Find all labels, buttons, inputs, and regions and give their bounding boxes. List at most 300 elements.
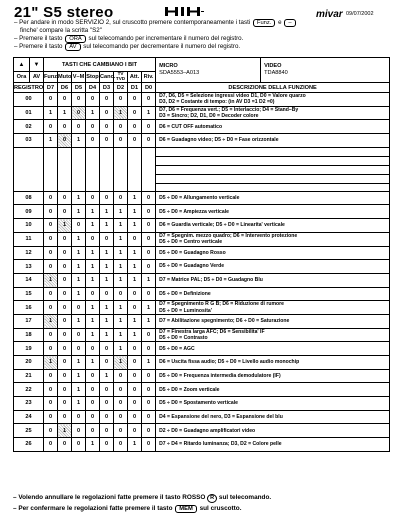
function-description (156, 328, 390, 342)
instruction-text: sul telecomando per incrementare il numero del registro. (88, 35, 244, 42)
bit-value: 0 (58, 134, 72, 148)
bit-value: 1 (128, 219, 142, 233)
bit-value: 0 (114, 93, 128, 107)
bit-name: D7 (44, 83, 58, 93)
bit-value: 1 (100, 219, 114, 233)
bit-name: D3 (100, 83, 114, 93)
description-line: D7 = Matrice PAL; D5 ÷ D0 = Guadagno Blu (159, 277, 263, 284)
register-number: 26 (14, 438, 44, 452)
bit-value: 0 (44, 205, 58, 219)
footer-text: sul telecomando. (218, 494, 272, 501)
bit-value: 0 (72, 424, 86, 438)
register-row (14, 232, 390, 246)
description-line: D6 = Guadagno video; D5 ÷ D0 = Fase orizzontale (159, 137, 279, 144)
register-number: 08 (14, 191, 44, 205)
minus-key: – (284, 19, 295, 27)
register-number: 24 (14, 410, 44, 424)
bit-value: 0 (44, 397, 58, 411)
bit-name: D2 (114, 83, 128, 93)
bit-value: 0 (142, 93, 156, 107)
register-row (14, 219, 390, 233)
bit-value: 0 (142, 397, 156, 411)
bit-name: D1 (128, 83, 142, 93)
bit-value: 0 (86, 120, 100, 134)
register-number: 17 (14, 314, 44, 328)
bit-value: 0 (114, 369, 128, 383)
register-row (14, 301, 390, 315)
bit-value: 1 (44, 314, 58, 328)
bit-value: 1 (72, 260, 86, 274)
bit-value: 1 (114, 273, 128, 287)
bit-value: 0 (128, 134, 142, 148)
description-line: D4 = Espansione del nero, D3 = Espansione del blu (159, 413, 283, 420)
description-line: D5 ÷ D0 = Zoom verticale (159, 386, 220, 393)
description-line: D7 = Abilitazione spegnimento; D6 ÷ D0 = Saturazione (159, 318, 290, 325)
register-number: 22 (14, 383, 44, 397)
bit-value: 1 (128, 205, 142, 219)
register-number: 09 (14, 205, 44, 219)
description-line: D3 = Sincro; D2, D1, D0 = Decoder colore (159, 113, 259, 120)
bit-value: 0 (142, 219, 156, 233)
register-number: 10 (14, 219, 44, 233)
bit-value: 1 (142, 356, 156, 370)
bit-value: 0 (128, 383, 142, 397)
bit-value: 0 (100, 410, 114, 424)
bit-value: 1 (86, 356, 100, 370)
bit-value: 0 (100, 397, 114, 411)
bit-value: 0 (128, 232, 142, 246)
bit-value: 0 (72, 410, 86, 424)
bit-value: 1 (100, 328, 114, 342)
bit-value: 0 (58, 438, 72, 452)
function-description (156, 438, 390, 452)
document-date: 09/07/2002 (346, 11, 374, 17)
blank-row (14, 165, 390, 174)
bit-value: 1 (72, 314, 86, 328)
register-number: 02 (14, 120, 44, 134)
bit-value: 0 (128, 120, 142, 134)
register-number: 13 (14, 260, 44, 274)
bit-value: 1 (86, 328, 100, 342)
mem-key: MEM (175, 505, 197, 513)
bit-value: 1 (44, 273, 58, 287)
bit-value: 0 (44, 191, 58, 205)
function-description (156, 260, 390, 274)
bit-value: 1 (114, 219, 128, 233)
bit-value: 0 (58, 410, 72, 424)
register-row (14, 246, 390, 260)
bit-value: 0 (44, 410, 58, 424)
register-row (14, 314, 390, 328)
bit-value: 0 (86, 383, 100, 397)
bit-value: 0 (44, 342, 58, 356)
register-number: 14 (14, 273, 44, 287)
bit-value: 1 (86, 246, 100, 260)
description-line: D5 ÷ D0 = Guadagno Rosso (159, 249, 226, 256)
description-line: D5 ÷ D0 = Centro verticale (159, 239, 223, 246)
description-line: D5 ÷ D0 = Definizione (159, 290, 211, 297)
description-line: D7, D6 = Frequenza vert.; D5 = Interlaccio; D4 = Stand–By (159, 106, 299, 113)
bit-value: 0 (58, 273, 72, 287)
function-description (156, 397, 390, 411)
register-row (14, 205, 390, 219)
video-model: TDA8840 (264, 70, 288, 76)
function-description (156, 205, 390, 219)
bit-value: 0 (58, 260, 72, 274)
register-rows (14, 93, 390, 452)
bit-value: 0 (100, 134, 114, 148)
bit-value: 0 (86, 424, 100, 438)
bit-value: 1 (72, 369, 86, 383)
bit-value: 0 (86, 342, 100, 356)
bit-value: 1 (114, 232, 128, 246)
bit-value: 0 (72, 120, 86, 134)
bit-value: 0 (58, 191, 72, 205)
bit-value: 0 (100, 438, 114, 452)
description-line: D7 = Finestra larga AFC; D6 = Sensibilita' IF (159, 328, 265, 335)
bit-value: 0 (58, 120, 72, 134)
instruction-text: sul telecomando per decrementare il numero del registro. (83, 43, 241, 50)
bit-value: 0 (58, 369, 72, 383)
blank-row (14, 174, 390, 183)
brand-name: mivar (316, 9, 343, 20)
bit-value: 1 (72, 383, 86, 397)
bit-value: 1 (72, 205, 86, 219)
bit-value: 0 (58, 301, 72, 315)
bit-name: D6 (58, 83, 72, 93)
bit-value: 0 (114, 287, 128, 301)
bit-value: 1 (100, 301, 114, 315)
col-registro: REGISTRO (14, 84, 44, 91)
bit-function-label: Riv. (142, 72, 156, 83)
register-number: 00 (14, 93, 44, 107)
bit-value: 1 (72, 356, 86, 370)
bit-value: 0 (128, 369, 142, 383)
bit-value: 0 (44, 120, 58, 134)
bit-value: 0 (58, 383, 72, 397)
footer-line-2 (13, 505, 241, 513)
footer-text: – Per confermare le regolazioni fatte premere il tasto (13, 505, 173, 512)
footer-text: sul cruscotto. (199, 505, 242, 512)
bit-value: 1 (142, 301, 156, 315)
register-row (14, 369, 390, 383)
register-number: 11 (14, 232, 44, 246)
bit-value: 0 (72, 219, 86, 233)
av-key: AV (65, 43, 80, 51)
document-title: 21" S5 stereo (14, 4, 114, 21)
bit-value: 1 (114, 260, 128, 274)
bit-value: 0 (86, 397, 100, 411)
bit-value: 0 (44, 93, 58, 107)
bit-value: 0 (128, 410, 142, 424)
footer-line-1 (13, 494, 271, 503)
function-description (156, 232, 390, 246)
bit-value: 0 (142, 120, 156, 134)
bit-value: 1 (72, 134, 86, 148)
register-number: 16 (14, 301, 44, 315)
description-line: D7, D6, D5 = Selezione ingressi video D1, D0 = Valore quarzo (159, 93, 306, 100)
description-line: D5 ÷ D0 = Contrasto (159, 334, 208, 341)
blank-row (14, 156, 390, 165)
bit-value: 1 (114, 328, 128, 342)
function-description (156, 301, 390, 315)
bit-value: 0 (100, 120, 114, 134)
function-description (156, 356, 390, 370)
instruction-line-4 (14, 43, 240, 51)
bit-value: 0 (114, 191, 128, 205)
register-row (14, 191, 390, 205)
bit-value: 1 (114, 205, 128, 219)
video-label: VIDEO (264, 63, 282, 69)
bit-value: 1 (72, 273, 86, 287)
register-number: 01 (14, 106, 44, 120)
instruction-text: – Per andare in modo SERVIZIO 2, sul cruscotto premere contemporaneamente i tasti (14, 19, 251, 26)
bit-value: 1 (100, 205, 114, 219)
bit-value: 0 (44, 424, 58, 438)
bits-group-header: TASTI CHE CAMBIANO I BIT (44, 58, 156, 72)
bit-value: 0 (44, 301, 58, 315)
bit-value: 0 (44, 246, 58, 260)
register-table (13, 57, 390, 452)
bit-value: 1 (128, 273, 142, 287)
bit-value: 0 (142, 134, 156, 148)
bit-value: 0 (114, 383, 128, 397)
function-description (156, 219, 390, 233)
bit-value: 1 (128, 260, 142, 274)
instruction-line-3 (14, 35, 243, 43)
instruction-line-1 (14, 19, 297, 27)
col-ora: Ora (14, 72, 30, 83)
bit-value: 1 (58, 106, 72, 120)
bit-value: 0 (58, 342, 72, 356)
description-line: D5 ÷ D0 = Frequenza intermedia demodulatore (IF) (159, 372, 281, 379)
register-row (14, 273, 390, 287)
bit-value: 1 (114, 246, 128, 260)
bit-value: 1 (100, 314, 114, 328)
bit-value: 1 (100, 273, 114, 287)
description-line: D5 ÷ D0 = Allungamento verticale (159, 194, 240, 201)
register-row (14, 438, 390, 452)
bit-value: 0 (142, 260, 156, 274)
instruction-text: – Premere il tasto (14, 35, 63, 42)
function-description (156, 287, 390, 301)
bit-value: 0 (86, 134, 100, 148)
bit-value: 0 (44, 369, 58, 383)
description-line: D6 = Uscita fissa audio; D5 ÷ D0 = Livello audio monochip (159, 359, 300, 366)
bit-value: 0 (44, 232, 58, 246)
register-number: 03 (14, 134, 44, 148)
bit-value: 0 (86, 410, 100, 424)
register-row (14, 383, 390, 397)
bit-value: 1 (86, 219, 100, 233)
bit-value: 1 (86, 260, 100, 274)
bit-value: 0 (142, 410, 156, 424)
function-description (156, 191, 390, 205)
bit-value: 1 (58, 424, 72, 438)
bit-value: 0 (142, 383, 156, 397)
bit-value: 1 (86, 314, 100, 328)
register-number: 12 (14, 246, 44, 260)
bit-value: 0 (58, 356, 72, 370)
bit-value: 0 (86, 232, 100, 246)
bit-value: 0 (142, 287, 156, 301)
bit-value: 1 (72, 287, 86, 301)
video-header (261, 58, 390, 83)
bit-name: D4 (86, 83, 100, 93)
bit-function-label: Funz. (44, 72, 58, 83)
funz-key: Funz. (253, 19, 276, 27)
bit-value: 1 (128, 314, 142, 328)
function-description (156, 369, 390, 383)
bit-value: 0 (100, 342, 114, 356)
register-row (14, 93, 390, 107)
description-line: D5 ÷ D0 = Ampiezza verticale (159, 208, 229, 215)
bit-value: 1 (100, 246, 114, 260)
bit-value: 0 (128, 93, 142, 107)
bit-value: 0 (114, 438, 128, 452)
bit-value: 0 (72, 438, 86, 452)
bit-value: 1 (44, 356, 58, 370)
ora-key: ORA (65, 35, 86, 43)
register-row (14, 120, 390, 134)
bit-function-label: Muto (58, 72, 72, 83)
ora-arrow-up-icon: ▲ (14, 58, 30, 72)
bit-value: 0 (142, 342, 156, 356)
bit-value: 0 (44, 287, 58, 301)
bit-value: 1 (128, 328, 142, 342)
bit-name: D5 (72, 83, 86, 93)
bit-value: 0 (128, 342, 142, 356)
description-line: D7 = Spegnim. mezzo quadro; D6 = Intervento protezione (159, 232, 298, 239)
register-row (14, 397, 390, 411)
bit-value: 1 (44, 134, 58, 148)
bit-value: 0 (142, 191, 156, 205)
bit-value: 1 (72, 246, 86, 260)
register-number: 18 (14, 328, 44, 342)
bit-value: 0 (58, 205, 72, 219)
bit-value: 0 (142, 424, 156, 438)
bit-value: 0 (44, 219, 58, 233)
bit-value: 0 (58, 246, 72, 260)
bit-value: 1 (100, 260, 114, 274)
bit-value: 0 (142, 232, 156, 246)
bit-value: 0 (58, 287, 72, 301)
bit-value: 0 (100, 191, 114, 205)
register-number: 25 (14, 424, 44, 438)
bit-value: 1 (100, 369, 114, 383)
bit-value: 0 (58, 93, 72, 107)
description-line: D6 = CUT OFF automatico (159, 123, 223, 130)
function-description (156, 106, 390, 120)
bit-value: 0 (100, 424, 114, 438)
bit-value: 0 (128, 356, 142, 370)
bit-value: 0 (100, 106, 114, 120)
register-number: 21 (14, 369, 44, 383)
bit-value: 1 (72, 191, 86, 205)
description-line: D5 ÷ D0 = Guadagno Verde (159, 263, 225, 270)
bit-value: 1 (44, 106, 58, 120)
bit-value: 1 (114, 342, 128, 356)
register-number: 23 (14, 397, 44, 411)
function-description (156, 273, 390, 287)
bit-value: 1 (58, 219, 72, 233)
register-row (14, 410, 390, 424)
bit-value: 0 (72, 106, 86, 120)
function-description (156, 246, 390, 260)
bit-value: 1 (72, 397, 86, 411)
bit-value: 0 (114, 120, 128, 134)
bit-function-label: Att. (128, 72, 142, 83)
bit-value: 0 (128, 424, 142, 438)
bit-value: 0 (142, 205, 156, 219)
bit-value: 0 (86, 369, 100, 383)
bit-value: 0 (142, 369, 156, 383)
bit-value: 0 (128, 397, 142, 411)
bit-value: 0 (100, 287, 114, 301)
function-description (156, 424, 390, 438)
bit-value: 1 (72, 232, 86, 246)
bit-value: 0 (114, 410, 128, 424)
instruction-line-2: finche' compare la scritta "S2" (20, 27, 102, 34)
bit-value: 0 (114, 424, 128, 438)
bit-value: 1 (114, 301, 128, 315)
bit-value: 0 (86, 93, 100, 107)
bit-value: 1 (142, 314, 156, 328)
bit-value: 0 (72, 301, 86, 315)
bit-value: 0 (100, 383, 114, 397)
register-number: 15 (14, 287, 44, 301)
description-line: D6 = Guardia verticale; D5 ÷ D0 = Linearita' verticale (159, 222, 285, 229)
register-number: 20 (14, 356, 44, 370)
description-line: D5 ÷ D0 = AGC (159, 345, 195, 352)
register-row (14, 106, 390, 120)
bit-value: 0 (142, 246, 156, 260)
bit-value: 0 (86, 191, 100, 205)
bit-value: 0 (128, 301, 142, 315)
description-line: D2 ÷ D0 = Guadagno amplificatori video (159, 427, 256, 434)
bit-value: 0 (72, 328, 86, 342)
bit-value: 0 (58, 328, 72, 342)
bit-value: 0 (114, 134, 128, 148)
register-row (14, 328, 390, 342)
instruction-text: – Premere il tasto (14, 43, 63, 50)
register-row (14, 424, 390, 438)
av-arrow-down-icon: ▼ (30, 58, 44, 72)
bit-value: 1 (128, 438, 142, 452)
bit-function-label: Stop (86, 72, 100, 83)
bit-value: 0 (44, 438, 58, 452)
bit-value: 0 (142, 328, 156, 342)
register-row (14, 356, 390, 370)
bit-value: 0 (58, 397, 72, 411)
function-description (156, 314, 390, 328)
bit-value: 1 (86, 301, 100, 315)
bit-value: 0 (128, 106, 142, 120)
bit-function-label: Canc. (100, 72, 114, 83)
register-row (14, 342, 390, 356)
instruction-text: e (278, 19, 282, 26)
bit-value: 1 (114, 106, 128, 120)
bit-value: 1 (114, 314, 128, 328)
description-line: D5 ÷ D0 = Spostamento verticale (159, 400, 238, 407)
bit-value: 0 (44, 260, 58, 274)
bit-value: 0 (128, 287, 142, 301)
register-row (14, 287, 390, 301)
blank-row (14, 147, 390, 156)
function-description (156, 342, 390, 356)
bit-value: 1 (86, 273, 100, 287)
description-line: D5 ÷ D0 = Luminosita' (159, 307, 212, 314)
